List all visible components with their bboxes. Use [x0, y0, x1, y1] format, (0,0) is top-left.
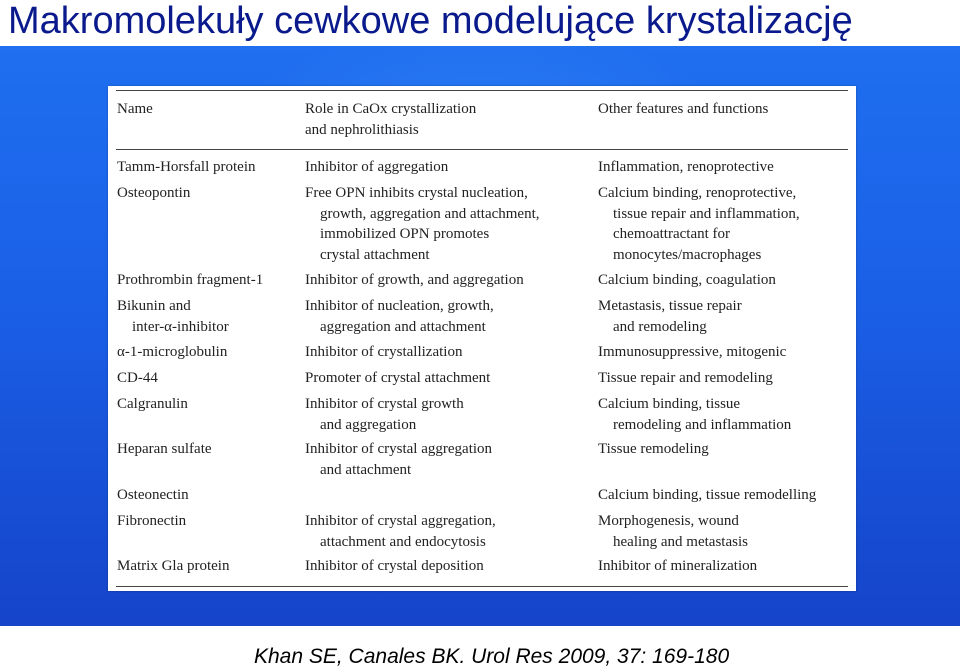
- row-role: Inhibitor of crystal aggregation and attachment: [305, 441, 493, 478]
- row-role: Inhibitor of crystal aggregation, attachment and endocytosis: [305, 513, 496, 550]
- table-top-rule: [116, 90, 848, 91]
- row-role: Inhibitor of nucleation, growth, aggregation and attachment: [305, 298, 494, 335]
- table-bottom-rule: [116, 586, 848, 587]
- row-name: α-1-microglobulin: [117, 344, 228, 360]
- row-other: Calcium binding, coagulation: [598, 272, 776, 288]
- header-other: Other features and functions: [598, 101, 769, 117]
- row-other: Calcium binding, renoprotective, tissue repair and inflammation, chemoattractant for monocytes/macrophages: [598, 185, 800, 263]
- row-name: Fibronectin: [117, 513, 187, 529]
- row-role: Inhibitor of aggregation: [305, 159, 449, 175]
- slide-title: Makromolekuły cewkowe modelujące krystalizację: [8, 0, 853, 42]
- row-name: Prothrombin fragment-1: [117, 272, 264, 288]
- header-name: Name: [117, 101, 153, 117]
- row-name: Bikunin and inter-α-inhibitor: [117, 298, 229, 335]
- row-name: Osteopontin: [117, 185, 191, 201]
- header-bottom-rule: [116, 149, 848, 150]
- row-other: Tissue remodeling: [598, 441, 709, 457]
- macromolecule-table: [108, 86, 856, 591]
- row-name: Osteonectin: [117, 487, 189, 503]
- row-role: Inhibitor of crystallization: [305, 344, 463, 360]
- row-other: Calcium binding, tissue remodeling and inflammation: [598, 396, 792, 433]
- row-name: Tamm-Horsfall protein: [117, 159, 256, 175]
- row-role: Inhibitor of crystal growth and aggregation: [305, 396, 464, 433]
- row-role: Promoter of crystal attachment: [305, 370, 491, 386]
- header-role: Role in CaOx crystallization and nephrolithiasis: [305, 101, 477, 138]
- row-other: Inhibitor of mineralization: [598, 558, 758, 574]
- content-panel: [0, 46, 960, 626]
- row-other: Calcium binding, tissue remodelling: [598, 487, 817, 503]
- row-role: Inhibitor of crystal deposition: [305, 558, 484, 574]
- source-citation: Khan SE, Canales BK. Urol Res 2009, 37: 169-180: [254, 645, 730, 668]
- row-name: Heparan sulfate: [117, 441, 212, 457]
- row-other: Inflammation, renoprotective: [598, 159, 774, 175]
- row-role: Inhibitor of growth, and aggregation: [305, 272, 524, 288]
- row-other: Tissue repair and remodeling: [598, 370, 773, 386]
- row-name: CD-44: [117, 370, 158, 386]
- row-other: Morphogenesis, wound healing and metastasis: [598, 513, 748, 550]
- row-name: Calgranulin: [117, 396, 188, 412]
- row-name: Matrix Gla protein: [117, 558, 230, 574]
- row-other: Metastasis, tissue repair and remodeling: [598, 298, 742, 335]
- row-other: Immunosuppressive, mitogenic: [598, 344, 787, 360]
- row-role: Free OPN inhibits crystal nucleation, growth, aggregation and attachment, immobilized OPN promotes crystal attachment: [305, 185, 540, 263]
